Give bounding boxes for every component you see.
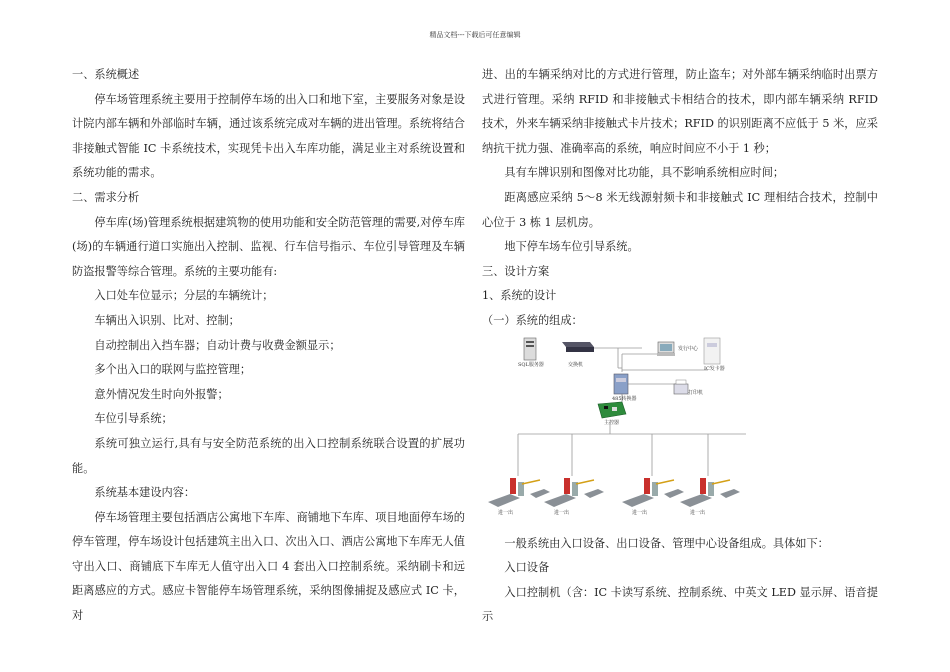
section-heading-requirements: 二、需求分析: [72, 190, 140, 204]
function-item: 车辆出入识别、比对、控制；: [94, 313, 240, 327]
issuer-pc-label: 发行中心: [678, 345, 699, 352]
paragraph: 进、出的车辆采纳对比的方式进行管理，防止盗车；对外部车辆采纳临时出票方式进行管理。采纳 RFID 和非接触式卡相结合的技术，即内部车辆采纳 RFID 技术，外来车辆采纳非接触式卡片技术；RFID 的识别距离不应低于 5 米，应采纳抗干扰力强、准确率高的系统，响应时间应不小于 1 秒；: [482, 68, 878, 155]
paragraph: 具有车牌识别和图像对比功能，具不影响系统相应时间；: [504, 166, 785, 180]
right-column: [482, 63, 878, 630]
lane-group-2: [544, 478, 604, 507]
printer-icon: [674, 380, 688, 394]
converter-label: 485转换器: [612, 395, 637, 402]
computer-icon: [657, 342, 675, 356]
paragraph: 距离感应采纳 5～8 米无线源射频卡和非接触式 IC 理相结合技术，控制中心位于 3 栋 1 层机房。: [482, 190, 878, 229]
card-issuer-icon: [704, 338, 720, 364]
lane-label: 进一出: [498, 509, 514, 516]
paragraph: 停车库(场)管理系统根据建筑物的使用功能和安全防范管理的需要,对停车库(场)的车辆通行道口实施出入控制、监视、行车信号指示、车位引导管理及车辆防盗报警等综合管理。系统的主要功能有:: [72, 215, 465, 278]
converter-icon: [614, 374, 628, 394]
switch-icon: [562, 342, 594, 352]
subsection-heading: （一）系统的组成：: [482, 313, 583, 327]
system-diagram: [482, 334, 878, 524]
section-heading-design: 三、设计方案: [482, 264, 550, 278]
subsection-heading: 1、系统的设计: [482, 289, 557, 303]
function-item: 自动控制出入挡车器；自动计费与收费金额显示；: [94, 338, 341, 352]
function-item: 车位引导系统；: [94, 412, 173, 426]
paragraph: 停车场管理主要包括酒店公寓地下车库、商铺地下车库、项目地面停车场的停车管理，停车场设计包括建筑主出入口、次出入口、酒店公寓地下车库无人值守出入口、商铺底下车库无人值守出入口 4 套出入口控制系统。采纳刷卡和远距离感应的方式。感应卡智能停车场管理系统，采纳图像捕捉及感应式 IC 卡，对: [72, 510, 465, 623]
switch-label: 交换机: [568, 361, 584, 368]
function-item: 入口处车位显示；分层的车辆统计；: [94, 289, 274, 303]
lane-label: 进一出: [554, 509, 570, 516]
entrance-equipment-heading: 入口设备: [504, 561, 550, 575]
ic-card-machine-label: IC发卡器: [704, 365, 725, 372]
sql-server-icon: [524, 338, 536, 360]
paragraph: 系统基本建设内容：: [94, 486, 196, 500]
sql-server-label: SQL服务器: [518, 361, 544, 368]
lane-group-4: [680, 478, 740, 507]
function-item: 意外情况发生时向外报警；: [94, 387, 229, 401]
paragraph: 入口控制机（含：IC 卡读写系统、控制系统、中英文 LED 显示屏、语音提示: [482, 585, 878, 624]
section-heading-overview: 一、系统概述: [72, 68, 140, 81]
paragraph: 系统可独立运行,具有与安全防范系统的出入口控制系统联合设置的扩展功能。: [72, 436, 465, 475]
paragraph: 一般系统由入口设备、出口设备、管理中心设备组成。具体如下：: [504, 536, 829, 550]
function-item: 多个出入口的联网与监控管理；: [94, 363, 252, 377]
left-column: [72, 63, 465, 629]
main-controller-label: 主控器: [604, 419, 620, 426]
paragraph: 停车场管理系统主要用于控制停车场的出入口和地下室，主要服务对象是设计院内部车辆和外部临时车辆，通过该系统完成对车辆的进出管理。系统将结合非接触式智能 IC 卡系统技术，实现凭卡出入车库功能，满足业主对系统设置和系统功能的需求。: [72, 92, 465, 180]
controller-board-icon: [598, 402, 626, 418]
printer-label: 打印机: [688, 389, 704, 396]
lane-label: 进一出: [690, 509, 706, 516]
lane-group-1: [488, 478, 550, 507]
lane-label: 进一出: [632, 509, 648, 516]
lane-group-3: [622, 478, 684, 507]
paragraph: 地下停车场车位引导系统。: [504, 240, 639, 254]
page-header: 精品文档---下载后可任意编辑: [429, 31, 521, 39]
